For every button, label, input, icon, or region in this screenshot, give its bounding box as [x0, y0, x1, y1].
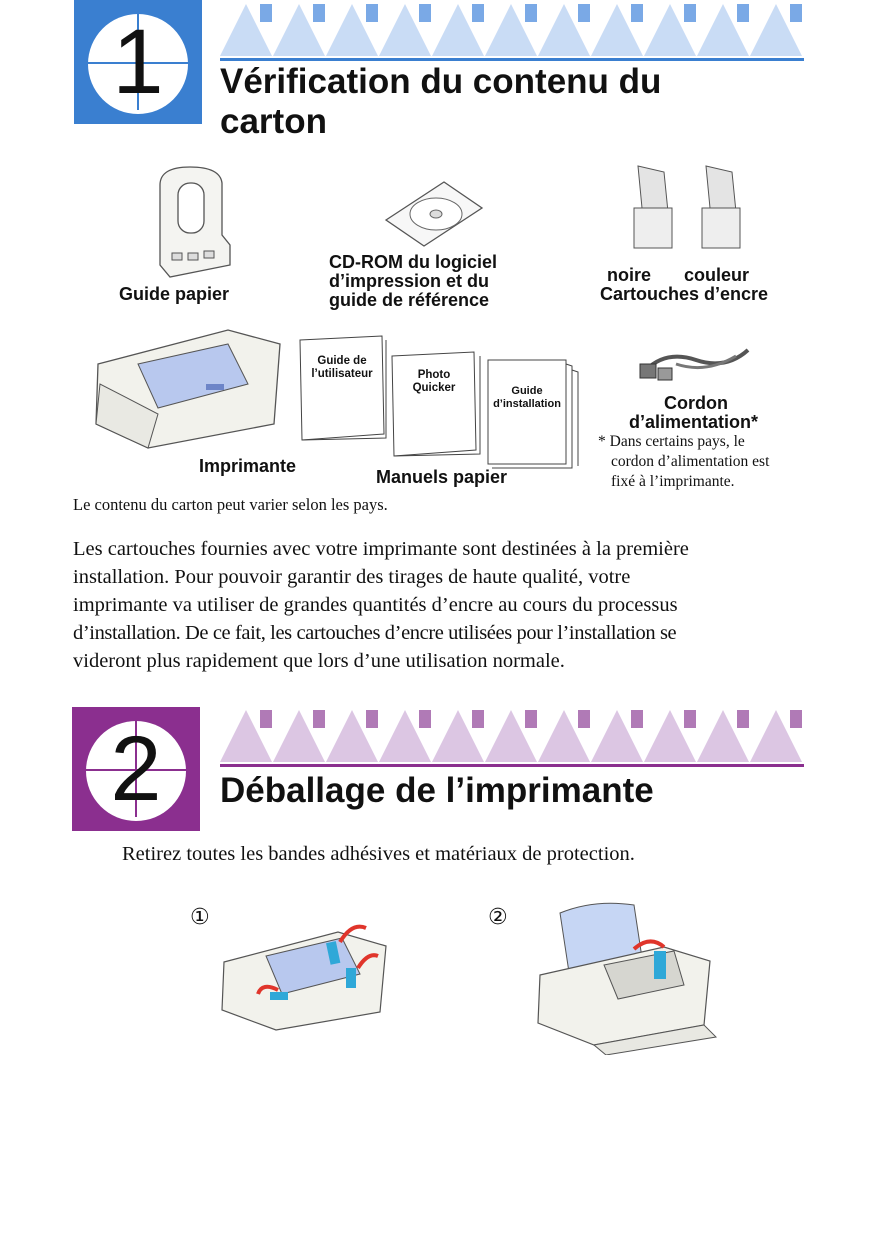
section1-number-box: [74, 0, 202, 124]
unpacking-instruction: Retirez toutes les bandes adhésives et matériaux de protection.: [122, 843, 635, 865]
section2-triangle-band: [220, 706, 804, 768]
section1-number: 1: [112, 11, 164, 113]
section2-number-box: [72, 707, 200, 831]
power-cord-label-line1: Cordon: [664, 393, 728, 413]
cartridges-label: Cartouches d’encre: [600, 284, 769, 304]
cdrom-label-line3: guide de référence: [329, 290, 490, 310]
intro-paragraph-line4: d’installation. De ce fait, les cartouches d’encre utilisées pour l’installation se: [73, 622, 677, 644]
booklet-illustration-2: [390, 350, 486, 460]
paper-guide-label: Guide papier: [119, 284, 230, 304]
printer-label: Imprimante: [199, 456, 297, 476]
booklet3-title-line1: Guide: [511, 385, 543, 397]
section2-number: 2: [110, 718, 162, 820]
section1-title-line1: Vérification du contenu du: [220, 62, 662, 101]
cdrom-illustration: [384, 180, 484, 250]
cartridge-color-label: couleur: [684, 265, 750, 285]
section1-title-line2: carton: [220, 102, 327, 141]
footnote-line2: cordon d’alimentation est: [611, 453, 770, 470]
cdrom-label-line2: d’impression et du: [329, 271, 490, 291]
intro-paragraph-line3: imprimante va utiliser de grandes quantités d’encre au cours du processus: [73, 594, 678, 616]
booklet2-title-line1: Photo: [417, 369, 451, 381]
booklet3-title-line2: d’installation: [493, 398, 561, 410]
power-cord-illustration: [636, 340, 756, 390]
paper-guide-illustration: [150, 165, 240, 285]
section2-title: Déballage de l’imprimante: [220, 771, 654, 810]
intro-paragraph-line2: installation. Pour pouvoir garantir des tirages de haute qualité, votre: [73, 566, 631, 588]
contents-caption: Le contenu du carton peut varier selon les pays.: [73, 495, 388, 514]
ink-cartridges-illustration: [628, 162, 758, 262]
booklet1-title-line2: l’utilisateur: [311, 368, 373, 380]
power-cord-label-line2: d’alimentation*: [629, 412, 759, 432]
step-a-marker: ①: [190, 905, 210, 930]
section1-triangle-band: [220, 0, 804, 62]
footnote-line1: * Dans certains pays, le: [598, 433, 745, 450]
booklet2-title-line2: Quicker: [412, 382, 456, 394]
intro-paragraph-line1: Les cartouches fournies avec votre imprimante sont destinées à la première: [73, 538, 689, 560]
cartridge-black-label: noire: [607, 265, 652, 285]
step-b-marker: ②: [488, 905, 508, 930]
booklet-illustration-3: [486, 358, 582, 470]
footnote-line3: fixé à l’imprimante.: [611, 473, 735, 490]
booklet1-title-line1: Guide de: [317, 355, 367, 367]
booklet-illustration-1: [298, 334, 390, 444]
remove-tape-illustration: [218, 912, 393, 1032]
intro-paragraph-line5: videront plus rapidement que lors d’une utilisation normale.: [73, 650, 565, 672]
cdrom-label-line1: CD-ROM du logiciel: [329, 252, 497, 272]
remove-protection-illustration: [534, 895, 719, 1055]
manuals-label: Manuels papier: [376, 467, 508, 487]
printer-illustration: [88, 324, 288, 452]
